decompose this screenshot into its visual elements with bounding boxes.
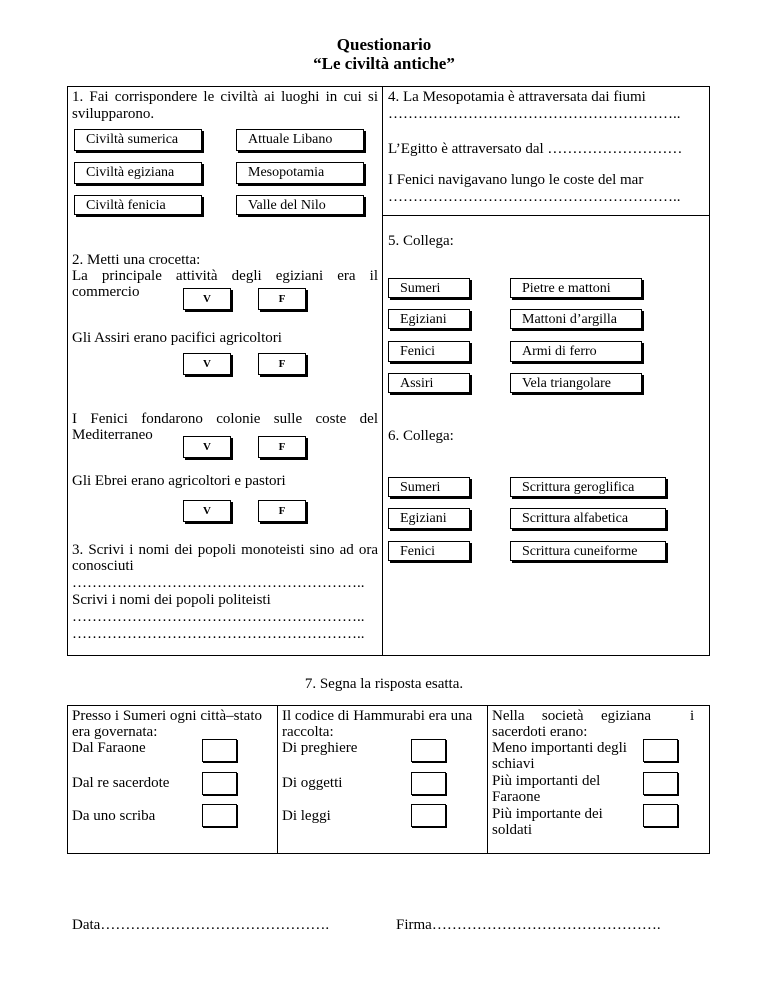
q7-col1-question-2: era governata: — [72, 724, 158, 740]
q7-col3-question-tail: i — [690, 708, 695, 724]
signature-field[interactable]: Firma………………………………………. — [396, 917, 661, 933]
q3-answer-line[interactable]: ………………………………………………….. — [72, 575, 365, 591]
q7-col2-question-2: raccolta: — [282, 724, 334, 740]
q5-right-item[interactable]: Pietre e mattoni — [510, 278, 642, 298]
date-field[interactable]: Data………………………………………. — [72, 917, 330, 933]
q4-text-2[interactable]: L’Egitto è attraversato dal ……………………… — [388, 141, 683, 157]
q3-text: 3. Scrivi i nomi dei popoli monoteisti sino ad ora — [72, 542, 378, 558]
q7-col2-question: Il codice di Hammurabi era una — [282, 708, 473, 724]
q3-answer-line[interactable]: ………………………………………………….. — [72, 626, 365, 642]
true-checkbox[interactable]: V — [183, 288, 231, 310]
q1-text-2: svilupparono. — [72, 106, 155, 122]
q2-statement-1: La principale attività degli egiziani era il — [72, 268, 378, 284]
q7-option: Meno importanti degli — [492, 740, 627, 756]
answer-checkbox[interactable] — [202, 804, 237, 827]
q7-option: Dal re sacerdote — [72, 775, 170, 791]
false-checkbox[interactable]: F — [258, 288, 306, 310]
q7-option-cont: schiavi — [492, 756, 535, 772]
q2-intro: 2. Metti una crocetta: — [72, 252, 201, 268]
q2-statement-4: Gli Ebrei erano agricoltori e pastori — [72, 473, 286, 489]
page-title: Questionario — [336, 35, 432, 54]
q6-right-item[interactable]: Scrittura geroglifica — [510, 477, 666, 497]
answer-checkbox[interactable] — [202, 772, 237, 795]
q1-left-item[interactable]: Civiltà egiziana — [74, 162, 202, 184]
q1-left-item[interactable]: Civiltà fenicia — [74, 195, 202, 215]
q7-divider — [487, 705, 488, 854]
q7-option: Dal Faraone — [72, 740, 146, 756]
false-checkbox[interactable]: F — [258, 436, 306, 458]
q1-left-item[interactable]: Civiltà sumerica — [74, 129, 202, 151]
false-checkbox[interactable]: F — [258, 500, 306, 522]
q7-col1-question: Presso i Sumeri ogni città–stato — [72, 708, 262, 724]
q7-label: 7. Segna la risposta esatta. — [304, 676, 464, 692]
q3-text-3: Scrivi i nomi dei popoli politeisti — [72, 592, 271, 608]
answer-checkbox[interactable] — [411, 739, 446, 762]
true-checkbox[interactable]: V — [183, 436, 231, 458]
q5-right-item[interactable]: Vela triangolare — [510, 373, 642, 393]
q7-option: Più importanti del — [492, 773, 601, 789]
page-subtitle: “Le civiltà antiche” — [313, 54, 455, 73]
q2-statement-2: Gli Assiri erano pacifici agricoltori — [72, 330, 282, 346]
main-table-divider — [382, 86, 383, 656]
q1-right-item[interactable]: Mesopotamia — [236, 162, 364, 184]
q7-option: Di preghiere — [282, 740, 358, 756]
q4-text-3: I Fenici navigavano lungo le coste del mar — [388, 172, 644, 188]
false-checkbox[interactable]: F — [258, 353, 306, 375]
q7-col3-question: Nella società egiziana — [492, 708, 651, 724]
q7-option: Di leggi — [282, 808, 331, 824]
q5-label: 5. Collega: — [388, 233, 454, 249]
q6-right-item[interactable]: Scrittura alfabetica — [510, 508, 666, 529]
q7-option: Più importante dei — [492, 806, 603, 822]
q6-left-item[interactable]: Egiziani — [388, 508, 470, 529]
q7-option: Da uno scriba — [72, 808, 156, 824]
q5-right-item[interactable]: Mattoni d’argilla — [510, 309, 642, 329]
q6-right-item[interactable]: Scrittura cuneiforme — [510, 541, 666, 561]
answer-checkbox[interactable] — [411, 804, 446, 827]
q4-answer-line[interactable]: ………………………………………………….. — [388, 106, 681, 122]
answer-checkbox[interactable] — [202, 739, 237, 762]
divider — [382, 215, 710, 216]
answer-checkbox[interactable] — [643, 772, 678, 795]
q1-text: 1. Fai corrispondere le civiltà ai luoghi in cui si — [72, 89, 378, 105]
q5-right-item[interactable]: Armi di ferro — [510, 341, 642, 362]
q5-left-item[interactable]: Egiziani — [388, 309, 470, 329]
q2-statement-3: I Fenici fondarono colonie sulle coste del — [72, 411, 378, 427]
q7-divider — [277, 705, 278, 854]
q7-option-cont: Faraone — [492, 789, 541, 805]
true-checkbox[interactable]: V — [183, 500, 231, 522]
q6-label: 6. Collega: — [388, 428, 454, 444]
q7-option-cont: soldati — [492, 822, 532, 838]
true-checkbox[interactable]: V — [183, 353, 231, 375]
q4-text: 4. La Mesopotamia è attraversata dai fiumi — [388, 89, 646, 105]
q2-statement-3b: Mediterraneo — [72, 427, 153, 443]
q1-right-item[interactable]: Valle del Nilo — [236, 195, 364, 215]
q5-left-item[interactable]: Assiri — [388, 373, 470, 393]
q3-answer-line[interactable]: ………………………………………………….. — [72, 609, 365, 625]
q1-right-item[interactable]: Attuale Libano — [236, 129, 364, 151]
q2-statement-1b: commercio — [72, 284, 140, 300]
q6-left-item[interactable]: Sumeri — [388, 477, 470, 497]
answer-checkbox[interactable] — [643, 804, 678, 827]
q7-col3-question-2: sacerdoti erano: — [492, 724, 588, 740]
answer-checkbox[interactable] — [411, 772, 446, 795]
q3-text-2: conosciuti — [72, 558, 134, 574]
q4-answer-line[interactable]: ………………………………………………….. — [388, 189, 681, 205]
q7-option: Di oggetti — [282, 775, 343, 791]
answer-checkbox[interactable] — [643, 739, 678, 762]
q5-left-item[interactable]: Sumeri — [388, 278, 470, 298]
q6-left-item[interactable]: Fenici — [388, 541, 470, 561]
q5-left-item[interactable]: Fenici — [388, 341, 470, 362]
